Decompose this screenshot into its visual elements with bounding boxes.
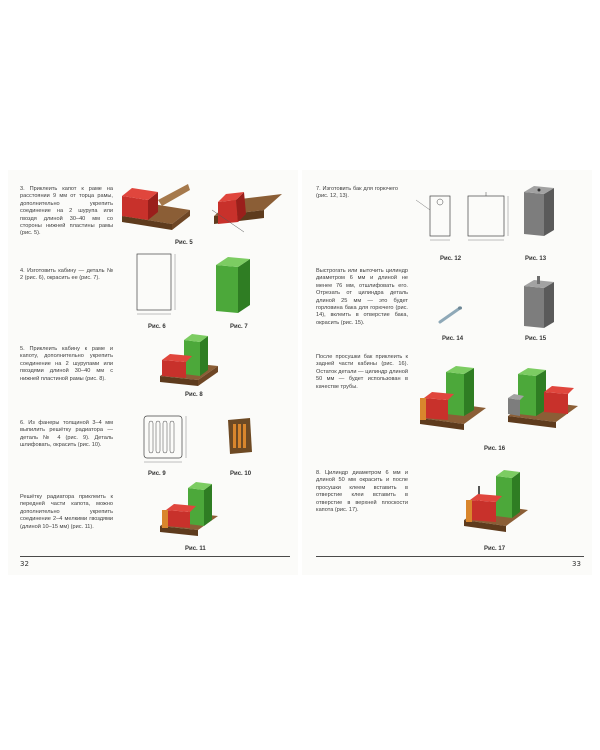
step-7-text: 7. Изготовить бак для горючего (рис. 12, 13). (316, 186, 398, 200)
fig-17-caption: Рис. 17 (484, 546, 506, 552)
fig-11-caption: Рис. 11 (185, 546, 206, 552)
figure-16-front (418, 366, 498, 436)
figure-17 (462, 468, 536, 540)
figure-16-rear (506, 364, 586, 436)
figure-12 (412, 186, 522, 252)
fig-8-caption: Рис. 8 (185, 392, 203, 398)
fig-13-caption: Рис. 13 (525, 256, 547, 262)
step-6-text: 6. Из фанеры толщиной 3–4 мм выпилить решётку радиатора — деталь № 4 (рис. 9). Деталь шлифовать, окрасить (рис. 10). (20, 420, 113, 449)
figure-15 (522, 276, 558, 332)
figure-6 (133, 252, 183, 322)
fig-6-caption: Рис. 6 (148, 324, 166, 330)
figure-8 (158, 332, 228, 392)
fig-12-caption: Рис. 12 (440, 256, 462, 262)
step-3-text: 3. Приклеить капот к раме на расстоянии 9 мм от торца рамы, дополнительно укрепить соединение на 2 шурупа или гвоздя длиной 30–40 мм со стороны нижней пластины рамы (рис. 5). (20, 186, 113, 237)
fig-15-caption: Рис. 15 (525, 336, 547, 342)
fig-16-caption: Рис. 16 (484, 446, 506, 452)
page-number-right: 33 (572, 560, 581, 568)
figure-11 (158, 480, 228, 542)
step-5-text: 5. Приклеить кабину к раме и капоту, дополнительно укрепить соединение на 2 шурупами или гвоздями длиной 30–40 мм с нижней пластиной рамы (рис. 8). (20, 346, 113, 382)
grille-note-text: Решётку радиатора приклеить к передней части капота, можно дополнительно укрепить соединение 2–4 мелкими гвоздями (длиной 10–15 мм) (рис. 11). (20, 494, 113, 530)
fig-5-caption: Рис. 5 (175, 240, 193, 246)
figure-9 (136, 412, 198, 468)
figure-5 (118, 180, 283, 238)
fig-9-caption: Рис. 9 (148, 471, 166, 477)
right-footer-rule (316, 556, 584, 557)
after-text: После просушки бак приклеить к задней части кабины (рис. 16). Остаток детали — цилиндр длиной 50 мм — будет использован в качестве трубы. (316, 354, 408, 390)
step-4-text: 4. Изготовить кабину — деталь № 2 (рис. 6), окрасить ее (рис. 7). (20, 268, 113, 282)
left-footer-rule (20, 556, 290, 557)
figure-14 (436, 300, 466, 330)
fig-10-caption: Рис. 10 (230, 471, 252, 477)
figure-10 (226, 416, 258, 456)
step-8-text: 8. Цилиндр диаметром 6 мм и длиной 50 мм окрасить и после просушки клеем вставить в отверстие клеи вставить в отверстие в верхней плоскости капота (рис. 17). (316, 470, 408, 514)
fig-7-caption: Рис. 7 (230, 324, 248, 330)
fig-14-caption: Рис. 14 (442, 336, 464, 342)
figure-13 (522, 184, 558, 240)
figure-7 (214, 255, 254, 317)
page-number-left: 32 (20, 560, 29, 568)
tank-text: Выстрогать или выточить цилиндр диаметром 6 мм и длиной не менее 76 мм, отшлифовать его. Отрезать от цилиндра деталь длиной 25 мм — это будет горловина бака для горючего (рис. 14), вклеить в отверстие бака, окрасить (рис. 15). (316, 268, 408, 326)
